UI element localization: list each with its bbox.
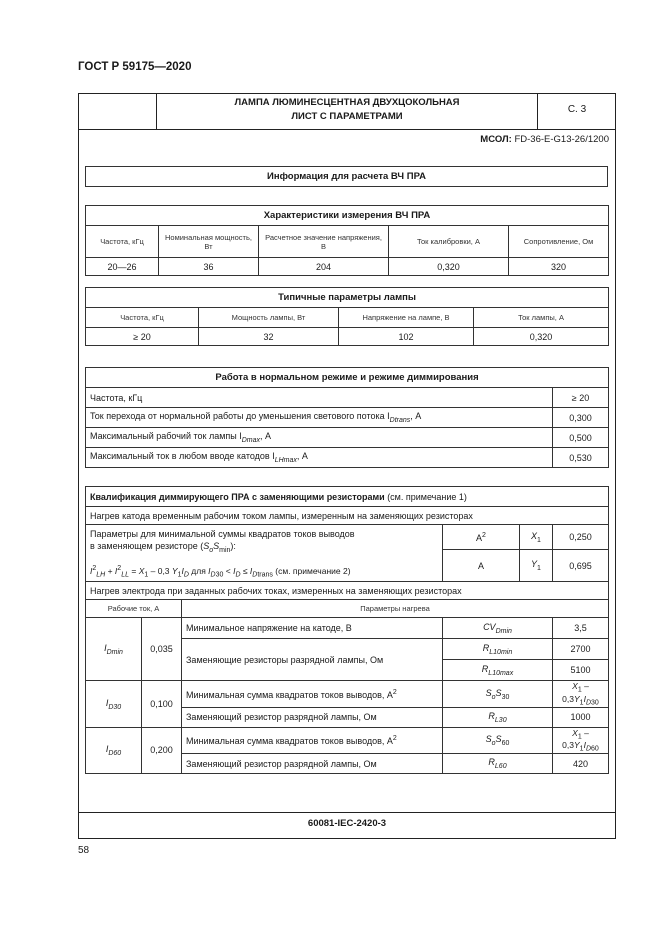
typical-value: 0,320 bbox=[474, 328, 609, 346]
param-symbol: $S_oS_{30}$ bbox=[443, 681, 553, 707]
param-value: 5100 bbox=[553, 660, 609, 681]
x1-symbol: $X_1$ bbox=[520, 525, 553, 550]
sheet-title: ЛАМПА ЛЮМИНЕСЦЕНТНАЯ ДВУХЦОКОЛЬНАЯ ЛИСТ С ПАРАМЕТРАМИ bbox=[234, 97, 460, 122]
param-value: $X_1 - 0,3Y_1I_{D30}$ bbox=[553, 681, 609, 707]
measure-value: 36 bbox=[159, 258, 259, 276]
current-symbol: $I_{D60}$ bbox=[86, 727, 142, 773]
measure-value: 320 bbox=[509, 258, 609, 276]
param-symbol: $S_oS_{60}$ bbox=[443, 727, 553, 753]
param-label: Минимальное напряжение на катоде, В bbox=[182, 618, 443, 639]
info-title: Информация для расчета ВЧ ПРА bbox=[86, 167, 608, 187]
param-symbol: $R_{L10max}$ bbox=[443, 660, 553, 681]
sheet-code: 60081-IEC-2420-3 bbox=[307, 818, 387, 829]
msol-code: МСОЛ: FD-36-E-G13-26/1200 bbox=[480, 134, 609, 145]
x1-value: 0,250 bbox=[553, 525, 609, 550]
param-value: 3,5 bbox=[553, 618, 609, 639]
typical-value: ≥ 20 bbox=[86, 328, 199, 346]
standard-number: ГОСТ Р 59175—2020 bbox=[78, 61, 192, 73]
param-value: 420 bbox=[553, 754, 609, 774]
y1-value: 0,695 bbox=[553, 550, 609, 582]
normal-row-label: Ток перехода от нормальной работы до уменьшения светового потока $I_{Dtrans}$, А bbox=[86, 408, 553, 428]
typical-title: Типичные параметры лампы bbox=[86, 288, 609, 308]
param-value: 2700 bbox=[553, 639, 609, 660]
param-symbol: $R_{L30}$ bbox=[443, 707, 553, 727]
current-value: 0,100 bbox=[142, 681, 182, 727]
measure-header: Сопротивление, Ом bbox=[509, 226, 609, 258]
current-symbol: $I_{D30}$ bbox=[86, 681, 142, 727]
normal-row-value: 0,500 bbox=[553, 428, 609, 448]
typical-table bbox=[85, 287, 609, 346]
header-divider bbox=[78, 129, 616, 130]
normal-title: Работа в нормальном режиме и режиме диммирования bbox=[86, 368, 609, 388]
measure-header: Номинальная мощность, Вт bbox=[159, 226, 259, 258]
measure-value: 20—26 bbox=[86, 258, 159, 276]
normal-row-value: ≥ 20 bbox=[553, 388, 609, 408]
param-label: Заменяющий резистор разрядной лампы, Ом bbox=[182, 707, 443, 727]
sheet-page: С. 3 bbox=[567, 104, 587, 115]
qualification-table bbox=[85, 486, 609, 774]
param-label: Минимальная сумма квадратов токов выводов, $А^2$ bbox=[182, 681, 443, 707]
param-symbol: $R_{L60}$ bbox=[443, 754, 553, 774]
normal-row-label: Максимальный рабочий ток лампы $I_{Dmax}$, А bbox=[86, 428, 553, 448]
param-symbol: $CV_{Dmin}$ bbox=[443, 618, 553, 639]
col-current: Рабочие ток, А bbox=[86, 600, 182, 618]
normal-table bbox=[85, 367, 609, 468]
cathode-heating: Нагрев катода временным рабочим током лампы, измеренным на заменяющих резисторах bbox=[86, 507, 609, 525]
measure-header: Расчетное значение напряжения, В bbox=[259, 226, 389, 258]
param-label: Заменяющие резисторы разрядной лампы, Ом bbox=[182, 639, 443, 681]
param-value: 1000 bbox=[553, 707, 609, 727]
typical-header: Частота, кГц bbox=[86, 308, 199, 328]
typical-header: Мощность лампы, Вт bbox=[199, 308, 339, 328]
normal-row-label: Частота, кГц bbox=[86, 388, 553, 408]
qualification-title: Квалификация диммирующего ПРА с заменяющими резисторами (см. примечание 1) bbox=[86, 487, 609, 507]
normal-row-value: 0,530 bbox=[553, 448, 609, 468]
measure-title: Характеристики измерения ВЧ ПРА bbox=[86, 206, 609, 226]
y1-symbol: $Y_1$ bbox=[520, 550, 553, 582]
current-value: 0,200 bbox=[142, 727, 182, 773]
param-label: Минимальная сумма квадратов токов выводов, $А^2$ bbox=[182, 727, 443, 753]
normal-row-value: 0,300 bbox=[553, 408, 609, 428]
col-params: Параметры нагрева bbox=[182, 600, 609, 618]
current-symbol: $I_{Dmin}$ bbox=[86, 618, 142, 681]
formula: $I^2_{LH} + I^2_{LL} = X_1 - 0,3$ $Y_1I_D$ для $I_{D30} < I_D \le I_{Dtrans}$ (см. примечание 2) bbox=[90, 564, 351, 579]
measure-value: 204 bbox=[259, 258, 389, 276]
unit-a2: $A^2$ bbox=[443, 525, 520, 550]
measure-table bbox=[85, 205, 609, 276]
unit-a: A bbox=[443, 550, 520, 582]
typical-header: Ток лампы, А bbox=[474, 308, 609, 328]
footer-divider bbox=[78, 812, 616, 813]
measure-value: 0,320 bbox=[389, 258, 509, 276]
param-symbol: $R_{L10min}$ bbox=[443, 639, 553, 660]
param-value: $X_1 - 0,3Y_1I_{D60}$ bbox=[553, 727, 609, 753]
min-sum-params: Параметры для минимальной суммы квадратов токов выводов в заменяющем резисторе $(S_oS_{min})$: $I^2_{LH} + I^2_{LL} = X_1 - 0,3$ $Y_1I_D$ для $I_{D30} < I_D \le I_{Dtrans}$ (см. примечание 2) bbox=[86, 525, 443, 582]
normal-row-label: Максимальный ток в любом вводе катодов $I_{LHmax}$, А bbox=[86, 448, 553, 468]
measure-header: Частота, кГц bbox=[86, 226, 159, 258]
typical-header: Напряжение на лампе, В bbox=[339, 308, 474, 328]
typical-value: 102 bbox=[339, 328, 474, 346]
param-label: Заменяющий резистор разрядной лампы, Ом bbox=[182, 754, 443, 774]
measure-header: Ток калибровки, А bbox=[389, 226, 509, 258]
info-table bbox=[85, 166, 608, 187]
page-number: 58 bbox=[78, 845, 90, 856]
electrode-heating: Нагрев электрода при заданных рабочих токах, измеренных на заменяющих резисторах bbox=[86, 582, 609, 600]
typical-value: 32 bbox=[199, 328, 339, 346]
current-value: 0,035 bbox=[142, 618, 182, 681]
